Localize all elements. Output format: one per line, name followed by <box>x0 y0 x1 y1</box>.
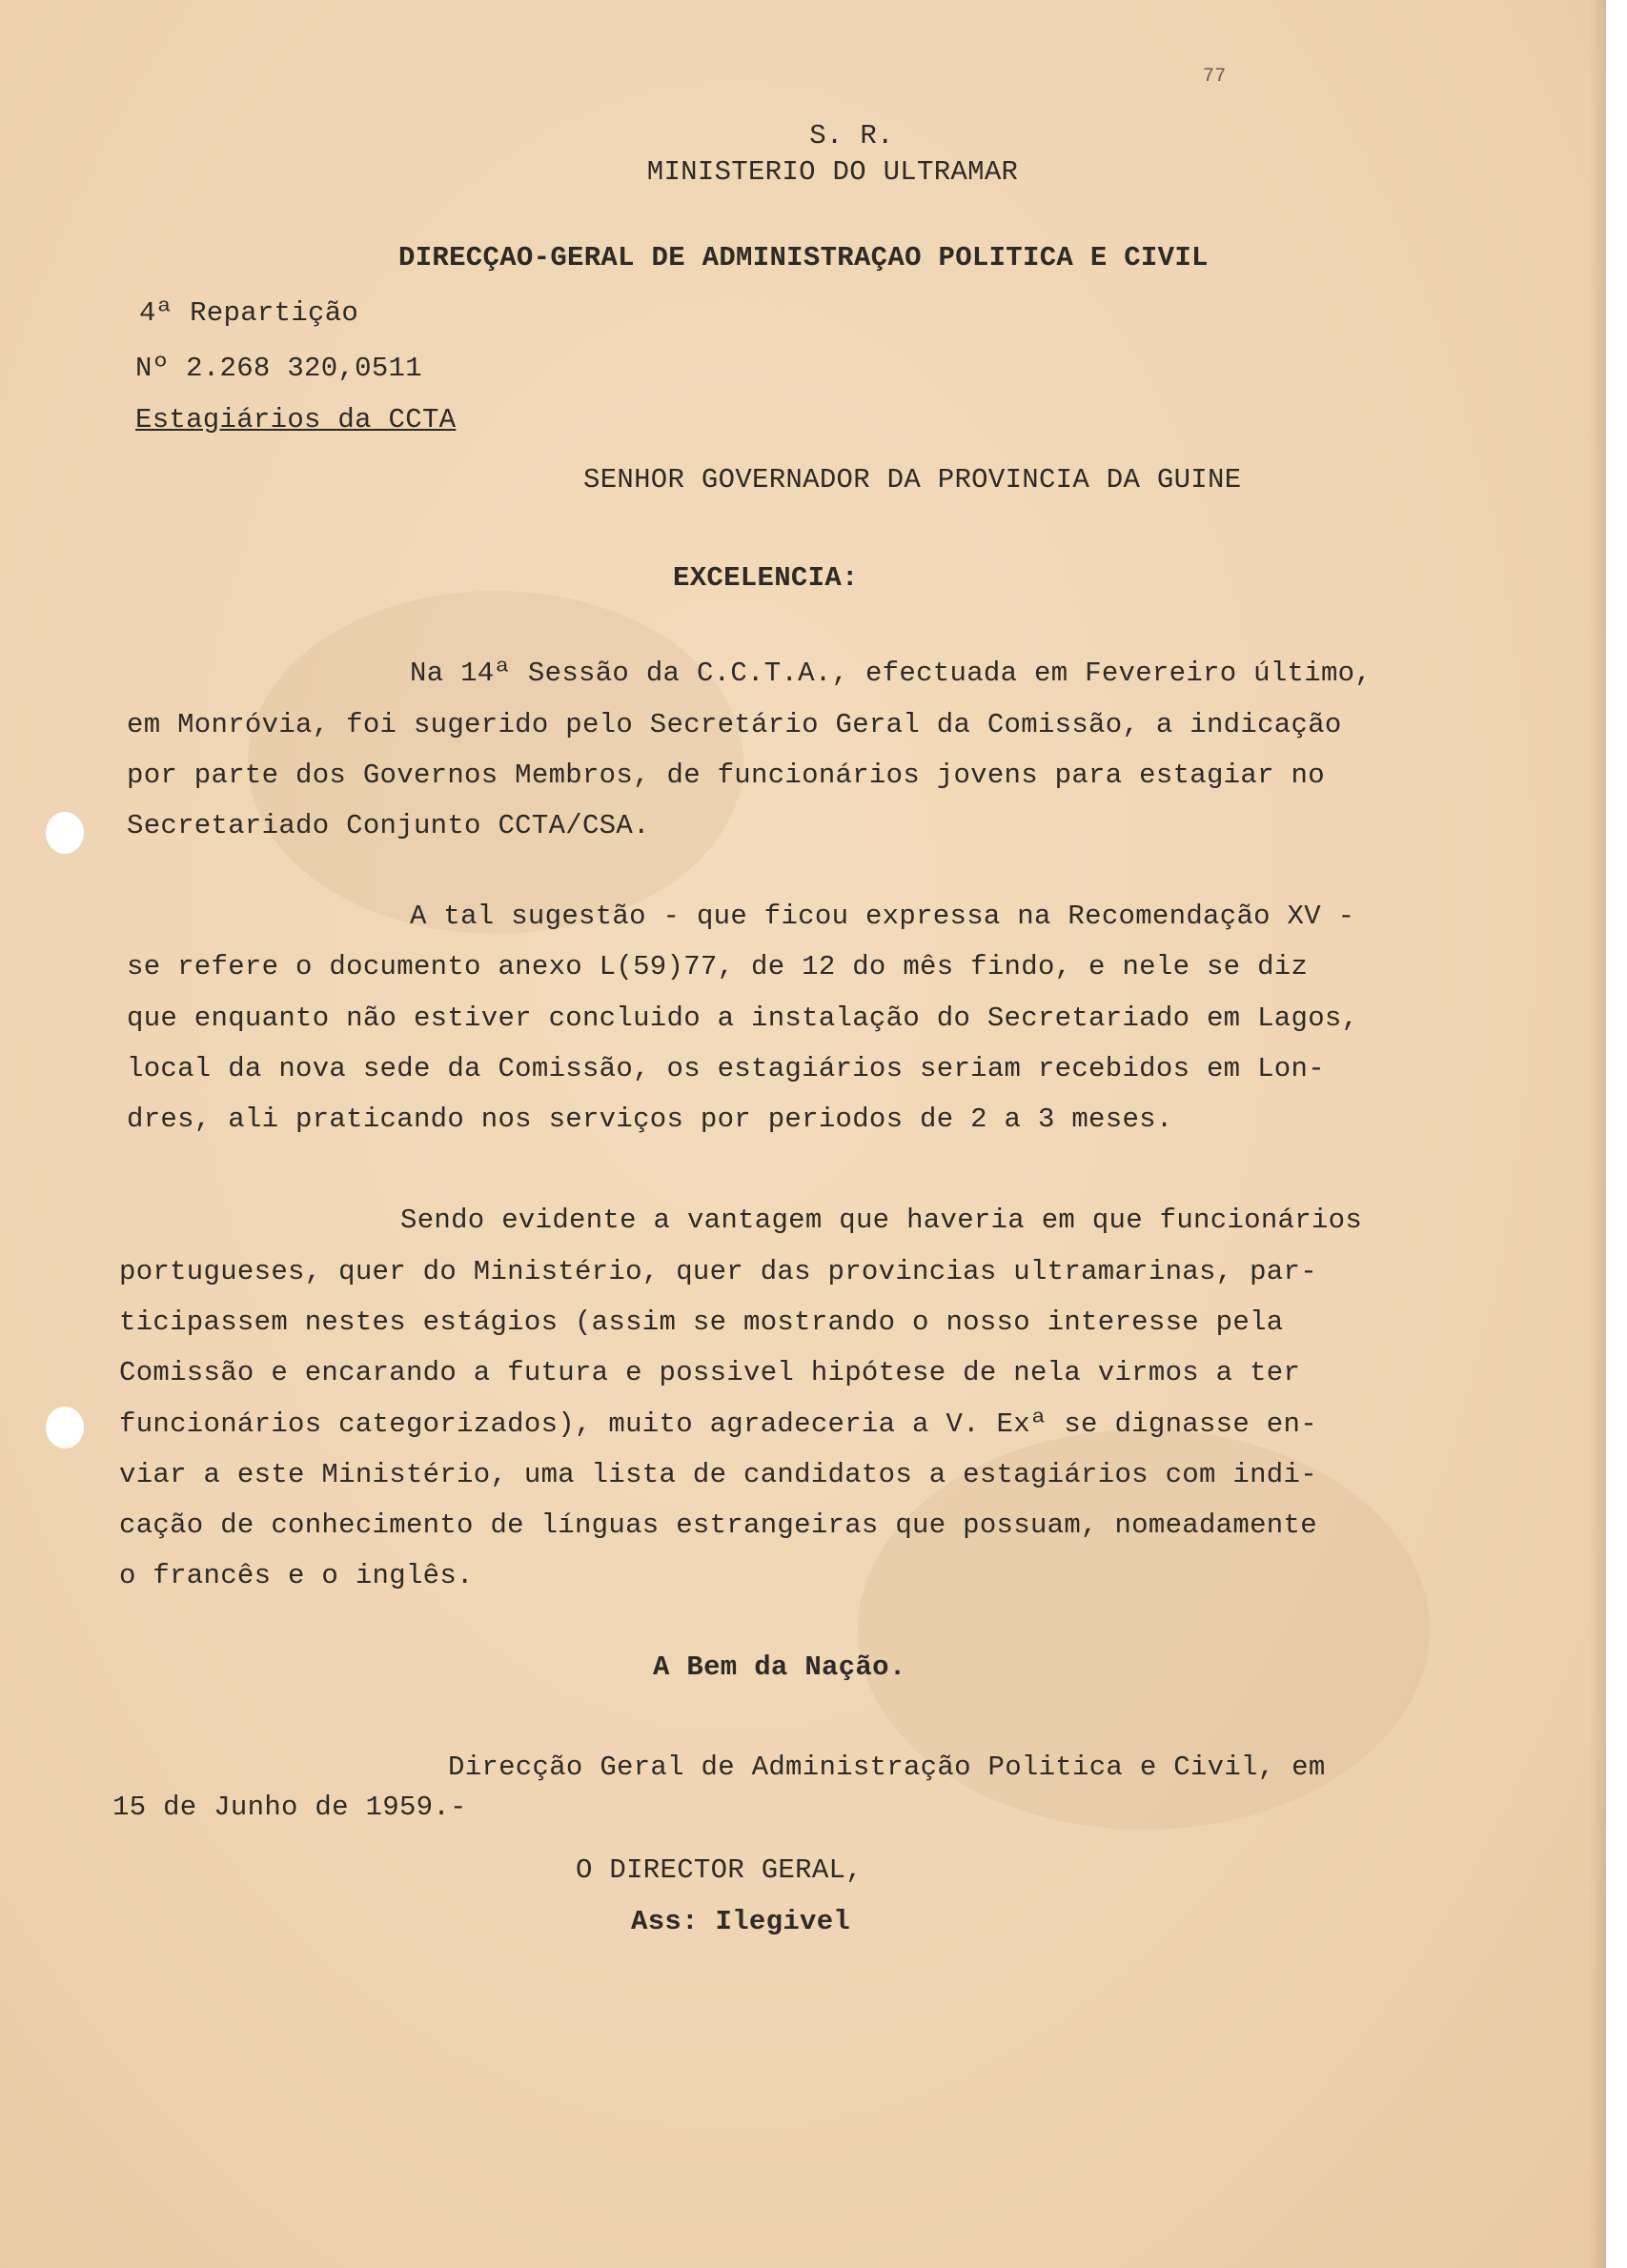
paragraph-2-line: local da nova sede da Comissão, os estagiários seriam recebidos em Lon- <box>127 1053 1325 1084</box>
paragraph-3-line: funcionários categorizados), muito agradeceria a V. Exª se dignasse en- <box>119 1408 1317 1440</box>
punch-hole-bottom <box>46 1407 84 1448</box>
paragraph-1-line: em Monróvia, foi sugerido pelo Secretário Geral da Comissão, a indicação <box>127 709 1342 740</box>
punch-hole-top <box>46 812 84 854</box>
directorate-heading: DIRECÇAO-GERAL DE ADMINISTRAÇAO POLITICA E CIVIL <box>398 242 1209 273</box>
paragraph-3-line: viar a este Ministério, uma lista de candidatos a estagiários com indi- <box>119 1459 1317 1490</box>
paragraph-2-line: A tal sugestão - que ficou expressa na Recomendação XV - <box>410 901 1355 932</box>
signatory-title: O DIRECTOR GERAL, <box>576 1854 863 1886</box>
paragraph-3-line: o francês e o inglês. <box>119 1560 474 1591</box>
department-label: 4ª Repartição <box>139 297 359 329</box>
classification-mark: S. R. <box>809 120 894 152</box>
paragraph-1-line: Na 14ª Sessão da C.C.T.A., efectuada em Fevereiro último, <box>410 658 1373 689</box>
corner-mark: 77 <box>1203 66 1227 88</box>
signature: Ass: Ilegivel <box>631 1906 851 1937</box>
closing-date: 15 de Junho de 1959.- <box>112 1792 467 1823</box>
paper-edge <box>1606 0 1627 2268</box>
paragraph-3-line: Comissão e encarando a futura e possivel hipótese de nela virmos a ter <box>119 1357 1301 1388</box>
paragraph-3-line: Sendo evidente a vantagem que haveria em que funcionários <box>400 1205 1363 1236</box>
addressee: SENHOR GOVERNADOR DA PROVINCIA DA GUINE <box>583 464 1242 496</box>
salutation: EXCELENCIA: <box>673 562 859 594</box>
paragraph-3-line: cação de conhecimento de línguas estrangeiras que possuam, nomeadamente <box>119 1509 1317 1541</box>
paragraph-1-line: Secretariado Conjunto CCTA/CSA. <box>127 810 650 841</box>
paragraph-2-line: dres, ali praticando nos serviços por periodos de 2 a 3 meses. <box>127 1104 1173 1135</box>
paragraph-3-line: ticipassem nestes estágios (assim se mostrando o nosso interesse pela <box>119 1306 1284 1338</box>
paper-edge-shadow <box>1589 0 1606 2268</box>
subject-line: Estagiários da CCTA <box>135 404 457 435</box>
paragraph-2-line: que enquanto não estiver concluido a instalação do Secretariado em Lagos, <box>127 1002 1359 1034</box>
closing-place: Direcção Geral de Administração Politica e Civil, em <box>448 1752 1326 1783</box>
paragraph-2-line: se refere o documento anexo L(59)77, de 12 do mês findo, e nele se diz <box>127 951 1309 982</box>
paragraph-3-line: portugueses, quer do Ministério, quer das provincias ultramarinas, par- <box>119 1256 1317 1287</box>
paragraph-1-line: por parte dos Governos Membros, de funcionários jovens para estagiar no <box>127 759 1325 791</box>
reference-number: Nº 2.268 320,0511 <box>135 353 422 384</box>
closing-motto: A Bem da Nação. <box>653 1651 906 1683</box>
ministry-heading: MINISTERIO DO ULTRAMAR <box>646 156 1019 188</box>
